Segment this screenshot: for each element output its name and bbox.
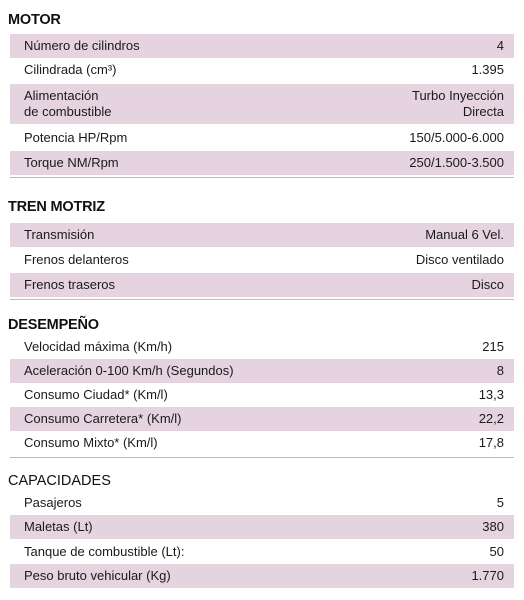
spec-value: 5 xyxy=(496,495,504,510)
spec-label: Alimentación de combustible xyxy=(24,88,112,119)
spec-value: Disco ventilado xyxy=(415,252,504,267)
spec-value: 50 xyxy=(489,544,504,559)
spec-value: 13,3 xyxy=(478,387,504,402)
spec-row-cilindrada xyxy=(10,58,514,82)
spec-label: Cilindrada (cm³) xyxy=(24,62,117,77)
spec-label: Consumo Ciudad* (Km/l) xyxy=(24,387,168,402)
spec-value: 22,2 xyxy=(478,411,504,426)
spec-label: Velocidad máxima (Km/h) xyxy=(24,339,173,354)
spec-label: Frenos traseros xyxy=(24,277,116,292)
spec-row-alimentacion xyxy=(10,84,514,124)
spec-row-peso xyxy=(10,564,514,588)
spec-value: 1.395 xyxy=(471,62,504,77)
spec-label: Maletas (Lt) xyxy=(24,519,93,534)
spec-label: Peso bruto vehicular (Kg) xyxy=(24,568,171,583)
spec-row-frenos-delanteros xyxy=(10,248,514,272)
spec-row-potencia xyxy=(10,126,514,150)
spec-value: Disco xyxy=(471,277,504,292)
spec-row-consumo-mixto xyxy=(10,431,514,455)
spec-row-pasajeros xyxy=(10,491,514,515)
spec-value: Turbo Inyección Directa xyxy=(411,88,504,119)
spec-value: 380 xyxy=(482,519,504,534)
section-title-tren-motriz: TREN MOTRIZ xyxy=(8,199,105,215)
spec-row-torque xyxy=(10,151,514,175)
spec-label: Frenos delanteros xyxy=(24,252,129,267)
spec-label: Consumo Carretera* (Km/l) xyxy=(24,411,182,426)
spec-row-aceleracion xyxy=(10,359,514,383)
spec-label: Transmisión xyxy=(24,227,95,242)
spec-value: 150/5.000-6.000 xyxy=(409,130,504,145)
section-title-capacidades: CAPACIDADES xyxy=(8,473,111,489)
spec-label: Número de cilindros xyxy=(24,38,140,53)
spec-value: 1.770 xyxy=(471,568,504,583)
section-divider xyxy=(10,457,514,458)
spec-value: 17,8 xyxy=(478,435,504,450)
spec-value: 215 xyxy=(482,339,504,354)
spec-row-tanque xyxy=(10,540,514,564)
spec-label: Tanque de combustible (Lt): xyxy=(24,544,185,559)
spec-value: 8 xyxy=(496,363,504,378)
section-title-motor: MOTOR xyxy=(8,12,61,28)
spec-label: Consumo Mixto* (Km/l) xyxy=(24,435,158,450)
spec-row-consumo-ciudad xyxy=(10,383,514,407)
spec-row-velocidad xyxy=(10,335,514,359)
spec-label: Torque NM/Rpm xyxy=(24,155,119,170)
spec-row-cilindros xyxy=(10,34,514,58)
section-title-desempeno: DESEMPEÑO xyxy=(8,317,99,333)
spec-row-frenos-traseros xyxy=(10,273,514,297)
spec-row-transmision xyxy=(10,223,514,247)
spec-label: Pasajeros xyxy=(24,495,82,510)
spec-value: 250/1.500-3.500 xyxy=(409,155,504,170)
spec-row-maletas xyxy=(10,515,514,539)
spec-label: Potencia HP/Rpm xyxy=(24,130,128,145)
spec-value: 4 xyxy=(496,38,504,53)
spec-value: Manual 6 Vel. xyxy=(425,227,504,242)
section-divider xyxy=(10,299,514,300)
spec-label: Aceleración 0-100 Km/h (Segundos) xyxy=(24,363,234,378)
section-divider xyxy=(10,177,514,178)
spec-row-consumo-carretera xyxy=(10,407,514,431)
